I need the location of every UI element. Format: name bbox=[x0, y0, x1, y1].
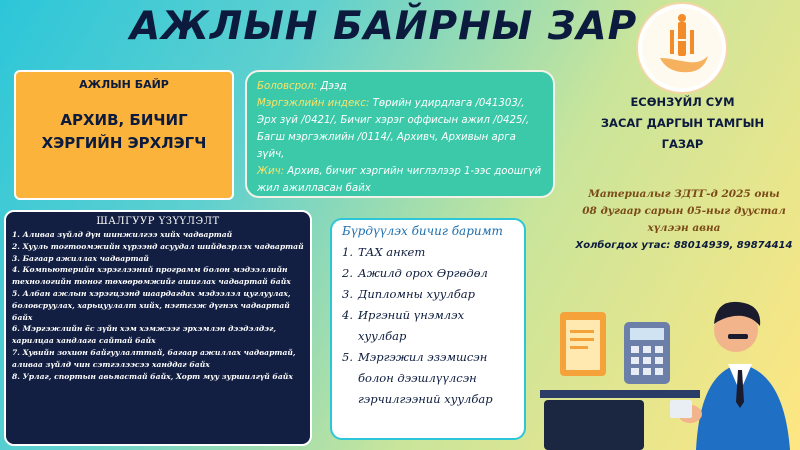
requirements-box bbox=[4, 210, 312, 446]
list-item-text: Мэргэжил эзэмшсэн болон дээшлүүлсэн гэрчилгээний хуулбар bbox=[358, 350, 493, 406]
list-item: 5. Албан ажлын хэрэгцээнд шаардагдах мэдээлэл цуглуулах, боловсруулах, харьцуулалт хийх, нэгтгэж дүгнэх чадвартай байх bbox=[12, 288, 291, 322]
list-item: 4. Компьютерийн хэрэглээний программ болон мэдээллийн технологийн тоног төхөөрөмжийг ашиглах чадвартай байх bbox=[12, 265, 291, 287]
deadline-info bbox=[570, 186, 798, 266]
job-position-box bbox=[14, 70, 234, 200]
experience-value: Архив, бичиг хэргийн чиглэлээр 1-ээс доошгүй жил ажилласан байх bbox=[257, 166, 542, 194]
documents-box bbox=[330, 218, 526, 440]
list-item-number: 4. bbox=[342, 308, 353, 322]
list-item: 1. Аливаа зүйлд дүн шинжилгээ хийх чадвартай bbox=[12, 230, 233, 239]
education-box bbox=[245, 70, 555, 198]
list-item bbox=[342, 347, 514, 410]
list-item-number: 3. bbox=[342, 287, 353, 301]
documents-list bbox=[342, 242, 514, 410]
index-value: Төрийн удирдлага /041303/, Эрх зүй /0421/, Бичиг хэрэг оффисын ажил /0425/, Багш мэргэжлийн /0114/, Архивч, Архивын арга зүйч, bbox=[257, 98, 530, 160]
list-item bbox=[342, 263, 514, 284]
list-item-text: Дипломны хуулбар bbox=[358, 287, 475, 301]
list-item: 6. Мэргэжлийн ёс зүйн хэм хэмжээг эрхэмлэн дээдэлдэг, харилцаа хандлага сайтай байх bbox=[12, 324, 276, 346]
requirements-heading: ШАЛГУУР ҮЗҮҮЛЭЛТ bbox=[96, 216, 220, 227]
index-key: Мэргэжлийн индекс: bbox=[257, 98, 370, 109]
emblem-icon bbox=[636, 2, 728, 94]
deadline-line-1: Материалыг ЗДТГ-д 2025 оны bbox=[588, 188, 780, 200]
education-value: Дээд bbox=[317, 81, 347, 92]
list-item-text: ТАХ анкет bbox=[358, 245, 426, 259]
list-item: 3. Багаар ажиллах чадвартай bbox=[12, 253, 149, 263]
list-item bbox=[342, 242, 514, 263]
list-item-number: 1. bbox=[342, 245, 353, 259]
documents-heading: Бүрдүүлэх бичиг баримт bbox=[342, 224, 503, 238]
office-line-1: ЕСӨНЗҮЙЛ СУМ bbox=[630, 95, 735, 109]
list-item-number: 5. bbox=[342, 350, 353, 364]
office-name bbox=[585, 92, 780, 158]
office-worker-illustration-icon bbox=[540, 272, 800, 450]
page-title: АЖЛЫН БАЙРНЫ ЗАР bbox=[130, 4, 638, 49]
education-key: Боловсрол: bbox=[257, 81, 318, 92]
list-item: 2. Хууль тогтоомжийн хүрээнд асуудал шийдвэрлэх чадвартай bbox=[12, 241, 304, 251]
list-item: 7. Хувийн зохион байгуулалттай, багаар ажиллах чадвартай, аливаа зүйлд чин сэтгэлээсээ ханддаг байх bbox=[12, 347, 296, 369]
list-item: 8. Урлаг, спортын авьяастай байх, Хорт муу зуршилгүй байх bbox=[12, 371, 293, 381]
list-item-number: 2. bbox=[342, 266, 353, 280]
list-item bbox=[342, 284, 514, 305]
experience-key: Жич: bbox=[257, 166, 285, 177]
list-item-text: Ажилд орох Өргөдөл bbox=[358, 266, 488, 280]
requirements-list bbox=[12, 229, 304, 382]
office-line-2: ЗАСАГ ДАРГЫН ТАМГЫН bbox=[600, 116, 765, 130]
contact-phone: Холбогдох утас: 88014939, 89874414 bbox=[575, 240, 793, 251]
job-position-title: АРХИВ, БИЧИГ ХЭРГИЙН ЭРХЛЭГЧ bbox=[41, 111, 207, 152]
deadline-line-2: 08 дугаар сарын 05-ныг дуустал bbox=[582, 205, 786, 217]
job-position-label: АЖЛЫН БАЙР bbox=[79, 78, 169, 91]
deadline-line-3: хүлээн авна bbox=[647, 222, 721, 234]
office-line-3: ГАЗАР bbox=[661, 137, 704, 151]
list-item bbox=[342, 305, 514, 347]
list-item-text: Иргэний үнэмлэх хуулбар bbox=[358, 308, 465, 343]
